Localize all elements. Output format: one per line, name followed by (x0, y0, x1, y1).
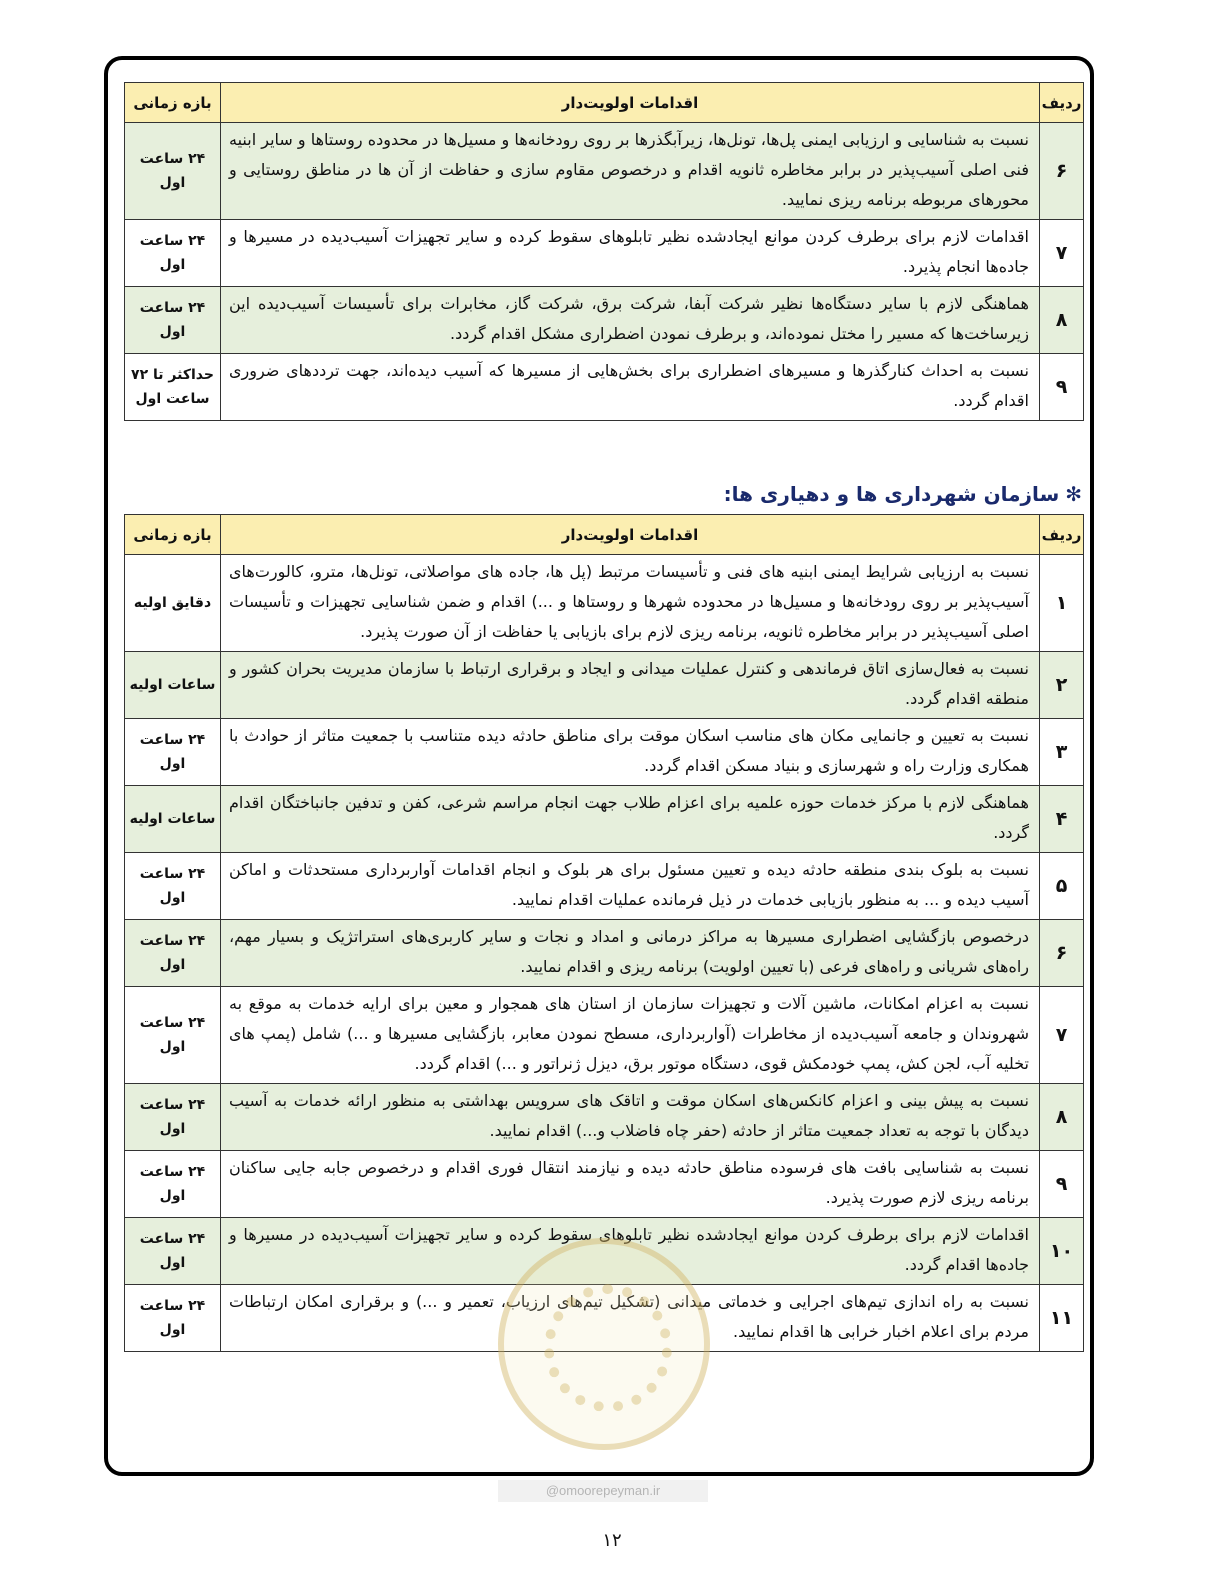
action-cell: نسبت به پیش بینی و اعزام کانکس‌های اسکان موقت و اتاقک های سرویس بهداشتی به منظور ارائه خدمات به آسیب دیدگان با توجه به تعداد جمعیت متاثر از حادثه (حفر چاه فاضلاب و...) اقدام نمایید. (221, 1084, 1040, 1151)
table-header-row (125, 515, 1084, 555)
time-cell: ۲۴ ساعت اول (125, 220, 221, 287)
page-number: ۱۲ (602, 1530, 622, 1551)
row-number-cell: ۱ (1040, 555, 1084, 652)
header-row-number: ردیف (1040, 83, 1084, 123)
action-cell: نسبت به شناسایی بافت های فرسوده مناطق حادثه دیده و نیازمند انتقال فوری اقدام و درخصوص جابه جایی ساکنان برنامه ریزی لازم صورت پذیرد. (221, 1151, 1040, 1218)
action-cell: نسبت به فعال‌سازی اتاق فرماندهی و کنترل عملیات میدانی و ایجاد و برقراری ارتباط با سازمان مدیریت بحران کشور و منطقه اقدام گردد. (221, 652, 1040, 719)
priority-actions-table-2 (124, 514, 1084, 1352)
time-cell: ۲۴ ساعت اول (125, 1151, 221, 1218)
header-time: بازه زمانی (125, 515, 221, 555)
action-cell: نسبت به تعیین و جانمایی مکان های مناسب اسکان موقت برای مناطق حادثه دیده متناسب با جمعیت متاثر از حوادث با همکاری وزارت راه و شهرسازی و بنیاد مسکن اقدام گردد. (221, 719, 1040, 786)
action-cell: نسبت به شناسایی و ارزیابی ایمنی پل‌ها، تونل‌ها، زیرآبگذرها بر روی رودخانه‌ها و مسیل‌ها در محدوده روستاها و سایر ابنیه فنی اصلی آسیب‌پذیر در برابر مخاطره ثانویه اقدام و درخصوص مقاوم سازی و حفاظت از آن ها در مناطق روستایی و محورهای مربوطه برنامه ریزی نمایید. (221, 123, 1040, 220)
priority-actions-table-1 (124, 82, 1084, 421)
header-action: اقدامات اولویت‌دار (221, 515, 1040, 555)
row-number-cell: ۹ (1040, 1151, 1084, 1218)
asterisk-icon: ✻ (1065, 482, 1082, 506)
table-row (125, 555, 1084, 652)
row-number-cell: ۷ (1040, 987, 1084, 1084)
table-row (125, 1084, 1084, 1151)
table-header-row (125, 83, 1084, 123)
row-number-cell: ۴ (1040, 786, 1084, 853)
row-number-cell: ۷ (1040, 220, 1084, 287)
table1-body (125, 123, 1084, 421)
table-row (125, 853, 1084, 920)
watermark-seal (498, 1238, 710, 1450)
time-cell: ۲۴ ساعت اول (125, 1084, 221, 1151)
time-cell: ۲۴ ساعت اول (125, 287, 221, 354)
table-row (125, 1151, 1084, 1218)
time-cell: حداکثر تا ۷۲ ساعت اول (125, 354, 221, 421)
row-number-cell: ۶ (1040, 920, 1084, 987)
table-row (125, 220, 1084, 287)
row-number-cell: ۱۰ (1040, 1218, 1084, 1285)
action-cell: نسبت به اعزام امکانات، ماشین آلات و تجهیزات سازمان از استان های همجوار و معین برای ارایه خدمات به موقع به شهروندان و جامعه آسیب‌دیده از مخاطرات (آواربرداری، مسطح نمودن معابر، بازگشایی مسیرها و ...) شامل (پمپ های تخلیه آب، لجن کش، پمپ خودمکش قوی، دستگاه موتور برق، دیزل ژنراتور و ...) اقدام گردد. (221, 987, 1040, 1084)
table-row (125, 719, 1084, 786)
time-cell: دقایق اولیه (125, 555, 221, 652)
table-row (125, 287, 1084, 354)
time-cell: ۲۴ ساعت اول (125, 719, 221, 786)
time-cell: ۲۴ ساعت اول (125, 920, 221, 987)
section-title-text: سازمان شهرداری ها و دهیاری ها: (723, 482, 1060, 506)
time-cell: ۲۴ ساعت اول (125, 1285, 221, 1352)
time-cell: ۲۴ ساعت اول (125, 123, 221, 220)
action-cell: هماهنگی لازم با سایر دستگاه‌ها نظیر شرکت آبفا، شرکت برق، شرکت گاز، مخابرات برای تأسیسات آسیب‌دیده این زیرساخت‌ها که مسیر را مختل نموده‌اند، و برطرف نمودن اضطراری مشکل اقدام گردد. (221, 287, 1040, 354)
table-row (125, 786, 1084, 853)
row-number-cell: ۲ (1040, 652, 1084, 719)
action-cell: نسبت به ارزیابی شرایط ایمنی ابنیه های فنی و تأسیسات مرتبط (پل ها، جاده های مواصلاتی، تونل‌ها، مترو، کالورت‌های آسیب‌پذیر بر روی رودخانه‌ها و مسیل‌ها در محدوده شهرها و روستاها و ...) اقدام و ضمن شناسایی تجهیزات و تأسیسات اصلی آسیب‌پذیر در برابر مخاطره ثانویه، برنامه ریزی لازم برای بازیابی یا حفاظت از آن صورت پذیرد. (221, 555, 1040, 652)
time-cell: ساعات اولیه (125, 652, 221, 719)
action-cell: نسبت به راه اندازی تیم‌های اجرایی و خدماتی میدانی (تشکیل تیم‌های ارزیاب، تعمیر و ...) و برقراری امکان ارتباطات مردم برای اعلام اخبار خرابی ها اقدام نمایید. (221, 1285, 1040, 1352)
header-action: اقدامات اولویت‌دار (221, 83, 1040, 123)
header-row-number: ردیف (1040, 515, 1084, 555)
section-title (724, 482, 1082, 506)
table2-body (125, 555, 1084, 1352)
row-number-cell: ۹ (1040, 354, 1084, 421)
table-row (125, 652, 1084, 719)
action-cell: نسبت به احداث کنارگذرها و مسیرهای اضطراری برای بخش‌هایی از مسیرها که آسیب دیده‌اند، جهت ترددهای ضروری اقدام گردد. (221, 354, 1040, 421)
table-row (125, 987, 1084, 1084)
time-cell: ۲۴ ساعت اول (125, 987, 221, 1084)
watermark-url: @omoorepeyman.ir (498, 1480, 708, 1502)
row-number-cell: ۶ (1040, 123, 1084, 220)
action-cell: درخصوص بازگشایی اضطراری مسیرها به مراکز درمانی و امداد و نجات و سایر کاربری‌های استراتژیک و بسیار مهم، راه‌های شریانی و راه‌های فرعی (با تعیین اولویت) برنامه ریزی و اقدام نمایید. (221, 920, 1040, 987)
action-cell: نسبت به بلوک بندی منطقه حادثه دیده و تعیین مسئول برای هر بلوک و انجام اقدامات آواربرداری مستحدثات و اماکن آسیب دیده و ... به منظور بازیابی خدمات در ذیل فرمانده عملیات اقدام نمایید. (221, 853, 1040, 920)
time-cell: ۲۴ ساعت اول (125, 1218, 221, 1285)
header-time: بازه زمانی (125, 83, 221, 123)
action-cell: هماهنگی لازم با مرکز خدمات حوزه علمیه برای اعزام طلاب جهت انجام مراسم شرعی، کفن و تدفین جانباختگان اقدام گردد. (221, 786, 1040, 853)
table-row (125, 123, 1084, 220)
row-number-cell: ۱۱ (1040, 1285, 1084, 1352)
row-number-cell: ۸ (1040, 287, 1084, 354)
time-cell: ۲۴ ساعت اول (125, 853, 221, 920)
time-cell: ساعات اولیه (125, 786, 221, 853)
row-number-cell: ۵ (1040, 853, 1084, 920)
row-number-cell: ۳ (1040, 719, 1084, 786)
table-row (125, 354, 1084, 421)
action-cell: اقدامات لازم برای برطرف کردن موانع ایجادشده نظیر تابلوهای سقوط کرده و سایر تجهیزات آسیب‌دیده در مسیرها و جاده‌ها انجام پذیرد. (221, 220, 1040, 287)
table-row (125, 920, 1084, 987)
row-number-cell: ۸ (1040, 1084, 1084, 1151)
action-cell: اقدامات لازم برای برطرف کردن موانع ایجادشده نظیر تابلوهای سقوط کرده و سایر تجهیزات آسیب‌دیده در مسیرها و جاده‌ها اقدام گردد. (221, 1218, 1040, 1285)
